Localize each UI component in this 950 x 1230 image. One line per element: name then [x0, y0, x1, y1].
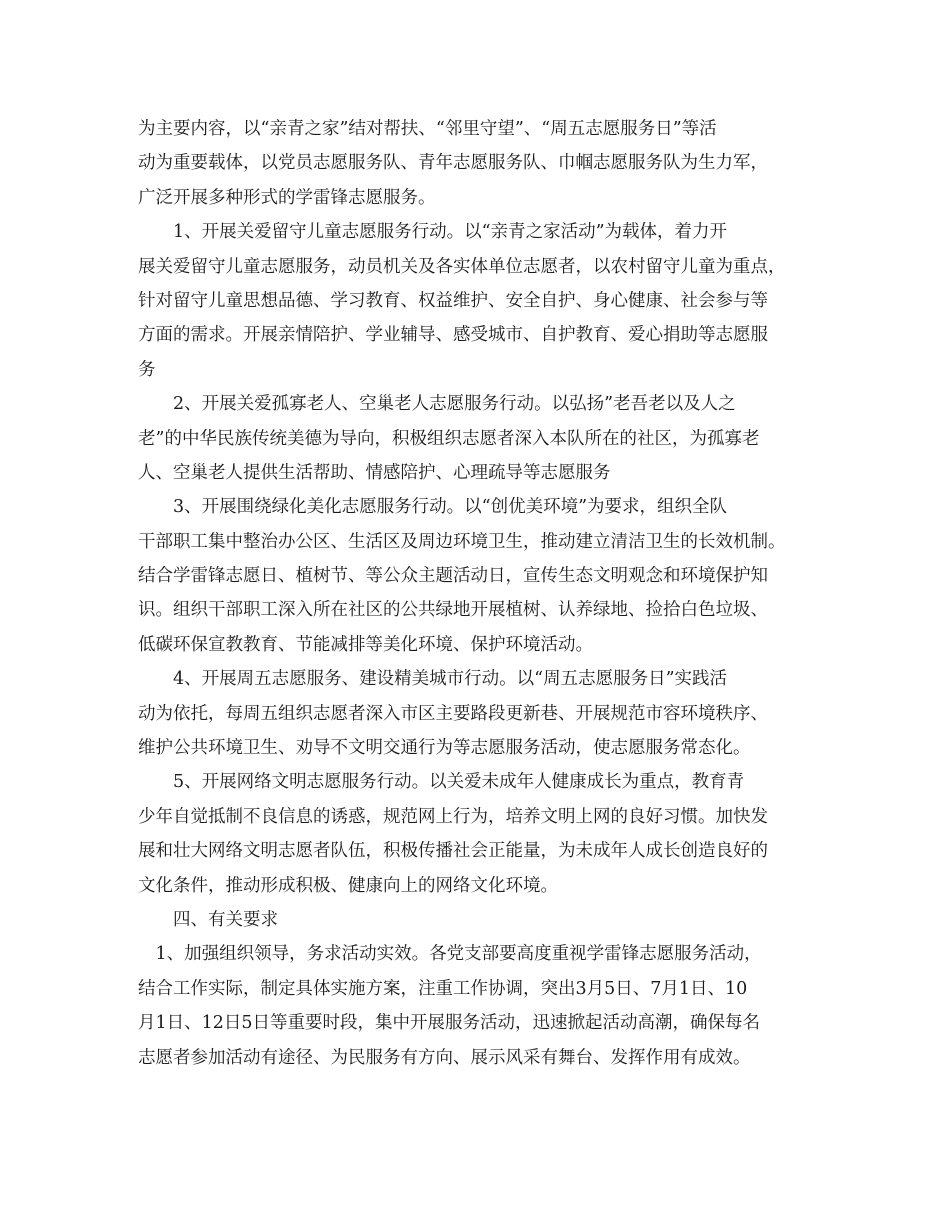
paragraph	[138, 903, 828, 937]
text-line: 结合工作实际，制定具体实施方案，注重工作协调，突出3月5日、7月1日、10	[138, 978, 748, 999]
document-body	[138, 112, 828, 1075]
text-line: 干部职工集中整治办公区、生活区及周边环境卫生，推动建立清洁卫生的长效机制。	[138, 531, 786, 552]
text-line: 1、开展关爱留守儿童志愿服务行动。以“亲青之家活动”为载体，着力开	[138, 222, 728, 243]
text-line: 展和壮大网络文明志愿者队伍，积极传播社会正能量，为未成年人成长创造良好的	[138, 841, 768, 862]
text-line: 文化条件，推动形成积极、健康向上的网络文化环境。	[138, 875, 558, 896]
paragraph	[138, 765, 828, 903]
text-line: 2、开展关爱孤寡老人、空巢老人志愿服务行动。以弘扬”老吾老以及人之	[138, 394, 736, 415]
text-line: 低碳环保宣教教育、节能减排等美化环境、保护环境活动。	[138, 634, 593, 655]
paragraph	[138, 112, 828, 215]
paragraph	[138, 215, 828, 387]
text-line: 识。组织干部职工深入所在社区的公共绿地开展植树、认养绿地、捡拾白色垃圾、	[138, 600, 768, 621]
text-line: 5、开展网络文明志愿服务行动。以关爱未成年人健康成长为重点，教育青	[138, 772, 745, 793]
paragraph	[138, 490, 828, 662]
text-line: 广泛开展多种形式的学雷锋志愿服务。	[138, 187, 436, 208]
paragraph	[138, 937, 828, 1075]
text-line: 四、有关要求	[138, 909, 278, 930]
text-line: 维护公共环境卫生、劝导不文明交通行为等志愿服务活动，使志愿服务常态化。	[138, 738, 751, 759]
text-line: 志愿者参加活动有途径、为民服务有方向、展示风采有舞台、发挥作用有成效。	[138, 1047, 751, 1068]
text-line: 结合学雷锋志愿日、植树节、等公众主题活动日，宣传生态文明观念和环境保护知	[138, 566, 768, 587]
text-line: 4、开展周五志愿服务、建设精美城市行动。以“周五志愿服务日”实践活	[138, 669, 728, 690]
text-line: 针对留守儿童思想品德、学习教育、权益维护、安全自护、身心健康、社会参与等	[138, 290, 768, 311]
text-line: 老”的中华民族传统美德为导向，积极组织志愿者深入本队所在的社区，为孤寡老	[138, 428, 760, 449]
paragraph	[138, 662, 828, 765]
text-line: 3、开展围绕绿化美化志愿服务行动。以“创优美环境”为要求，组织全队	[138, 497, 728, 518]
text-line: 少年自觉抵制不良信息的诱惑，规范网上行为，培养文明上网的良好习惯。加快发	[138, 806, 768, 827]
text-line: 方面的需求。开展亲情陪护、学业辅导、感受城市、自护教育、爱心捐助等志愿服	[138, 325, 768, 346]
text-line: 1、加强组织领导，务求活动实效。各党支部要高度重视学雷锋志愿服务活动，	[138, 944, 762, 965]
text-line: 务	[138, 359, 156, 380]
text-line: 展关爱留守儿童志愿服务，动员机关及各实体单位志愿者，以农村留守儿童为重点，	[138, 256, 786, 277]
paragraph	[138, 387, 828, 490]
text-line: 动为依托，每周五组织志愿者深入市区主要路段更新巷、开展规范市容环境秩序、	[138, 703, 768, 724]
text-line: 月1日、12日5日等重要时段，集中开展服务活动，迅速掀起活动高潮，确保每名	[138, 1013, 761, 1034]
text-line: 为主要内容，以“亲青之家”结对帮扶、“邻里守望”、“周五志愿服务日”等活	[138, 119, 717, 139]
text-line: 人、空巢老人提供生活帮助、情感陪护、心理疏导等志愿服务	[138, 462, 611, 483]
text-line: 动为重要载体，以党员志愿服务队、青年志愿服务队、巾帼志愿服务队为生力军，	[138, 153, 768, 174]
